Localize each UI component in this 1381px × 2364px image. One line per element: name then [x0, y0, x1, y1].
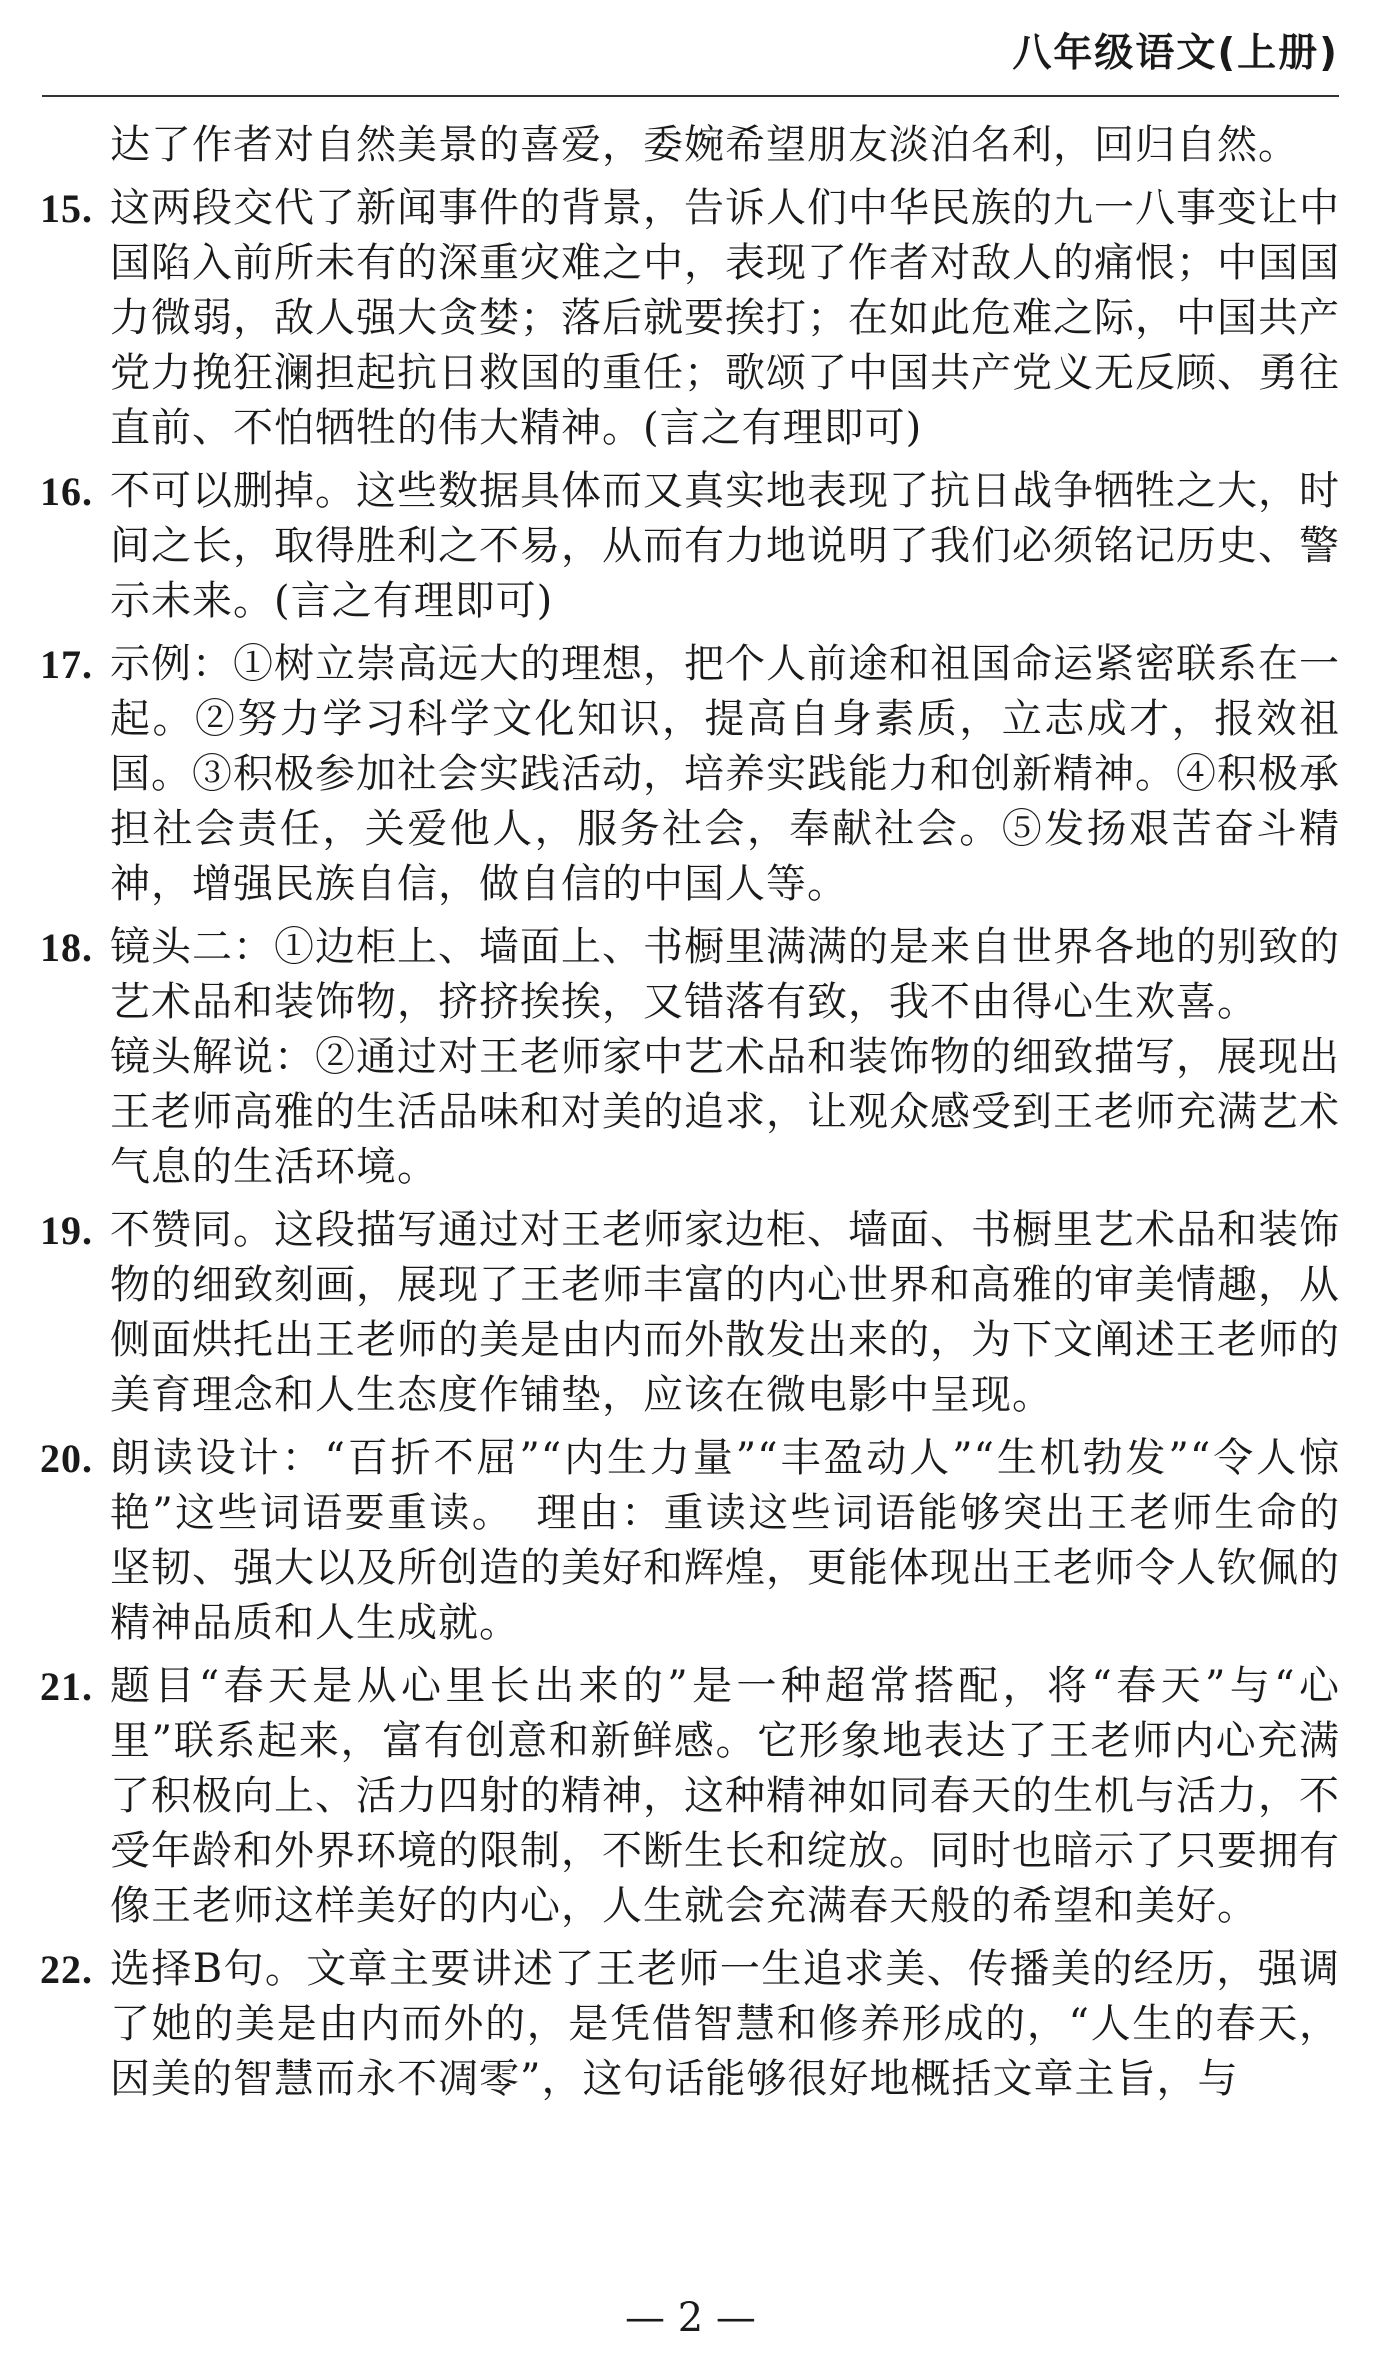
- answer-item: [40, 1659, 1340, 1934]
- answer-list: [40, 181, 1340, 2107]
- answer-paragraph: 题目“春天是从心里长出来的”是一种超常搭配，将“春天”与“心里”联系起来，富有创意和新鲜感。它形象地表达了王老师内心充满了积极向上、活力四射的精神，这种精神如同春天的生机与活力，不受年龄和外界环境的限制，不断生长和绽放。同时也暗示了只要拥有像王老师这样美好的内心，人生就会充满春天般的希望和美好。: [110, 1663, 1340, 1929]
- answer-paragraph: 镜头解说：②通过对王老师家中艺术品和装饰物的细致描写，展现出王老师高雅的生活品味和对美的追求，让观众感受到王老师充满艺术气息的生活环境。: [110, 1034, 1340, 1190]
- answer-item: [40, 181, 1340, 456]
- header-divider: [42, 95, 1339, 97]
- answer-paragraph: 不可以删掉。这些数据具体而又真实地表现了抗日战争牺牲之大，时间之长，取得胜利之不易，从而有力地说明了我们必须铭记历史、警示未来。(言之有理即可): [110, 468, 1340, 624]
- answer-number: 21.: [40, 1664, 93, 1709]
- answer-item: [40, 464, 1340, 629]
- page-header-title: 八年级语文(上册): [1012, 31, 1339, 76]
- answer-paragraph: 这两段交代了新闻事件的背景，告诉人们中华民族的九一八事变让中国陷入前所未有的深重灾难之中，表现了作者对敌人的痛恨；中国国力微弱，敌人强大贪婪；落后就要挨打；在如此危难之际，中国共产党力挽狂澜担起抗日救国的重任；歌颂了中国共产党义无反顾、勇往直前、不怕牺牲的伟大精神。(言之有理即可): [110, 185, 1340, 451]
- answer-paragraph: 示例：①树立崇高远大的理想，把个人前途和祖国命运紧密联系在一起。②努力学习科学文化知识，提高自身素质，立志成才，报效祖国。③积极参加社会实践活动，培养实践能力和创新精神。④积极承担社会责任，关爱他人，服务社会，奉献社会。⑤发扬艰苦奋斗精神，增强民族自信，做自信的中国人等。: [110, 641, 1340, 907]
- answer-paragraph: 选择B句。文章主要讲述了王老师一生追求美、传播美的经历，强调了她的美是由内而外的，是凭借智慧和修养形成的，“人生的春天，因美的智慧而永不凋零”，这句话能够很好地概括文章主旨，与: [110, 1946, 1340, 2102]
- answer-number: 18.: [40, 925, 93, 970]
- answer-item: [40, 1942, 1340, 2107]
- answer-item: [40, 1203, 1340, 1423]
- answer-paragraph: 不赞同。这段描写通过对王老师家边柜、墙面、书橱里艺术品和装饰物的细致刻画，展现了王老师丰富的内心世界和高雅的审美情趣，从侧面烘托出王老师的美是由内而外散发出来的，为下文阐述王老师的美育理念和人生态度作铺垫，应该在微电影中呈现。: [110, 1207, 1340, 1418]
- answer-paragraph: 朗读设计：“百折不屈”“内生力量”“丰盈动人”“生机勃发”“令人惊艳”这些词语要重读。 理由：重读这些词语能够突出王老师生命的坚韧、强大以及所创造的美好和辉煌，更能体现出王老师令人钦佩的精神品质和人生成就。: [110, 1435, 1340, 1646]
- answer-number: 20.: [40, 1436, 93, 1481]
- answer-item: [40, 637, 1340, 912]
- answer-item: [40, 920, 1340, 1195]
- continuation-text: 达了作者对自然美景的喜爱，委婉希望朋友淡泊名利，回归自然。: [110, 122, 1299, 168]
- answer-number: 17.: [40, 642, 93, 687]
- answer-paragraph: 镜头二：①边柜上、墙面上、书橱里满满的是来自世界各地的别致的艺术品和装饰物，挤挤挨挨，又错落有致，我不由得心生欢喜。: [110, 924, 1340, 1025]
- answer-number: 19.: [40, 1208, 93, 1253]
- answer-content: [40, 118, 1340, 2107]
- answer-number: 15.: [40, 186, 93, 231]
- answer-number: 22.: [40, 1947, 93, 1992]
- page-number: — 2 —: [625, 2295, 756, 2341]
- answer-number: 16.: [40, 469, 93, 514]
- answer-item: [40, 1431, 1340, 1651]
